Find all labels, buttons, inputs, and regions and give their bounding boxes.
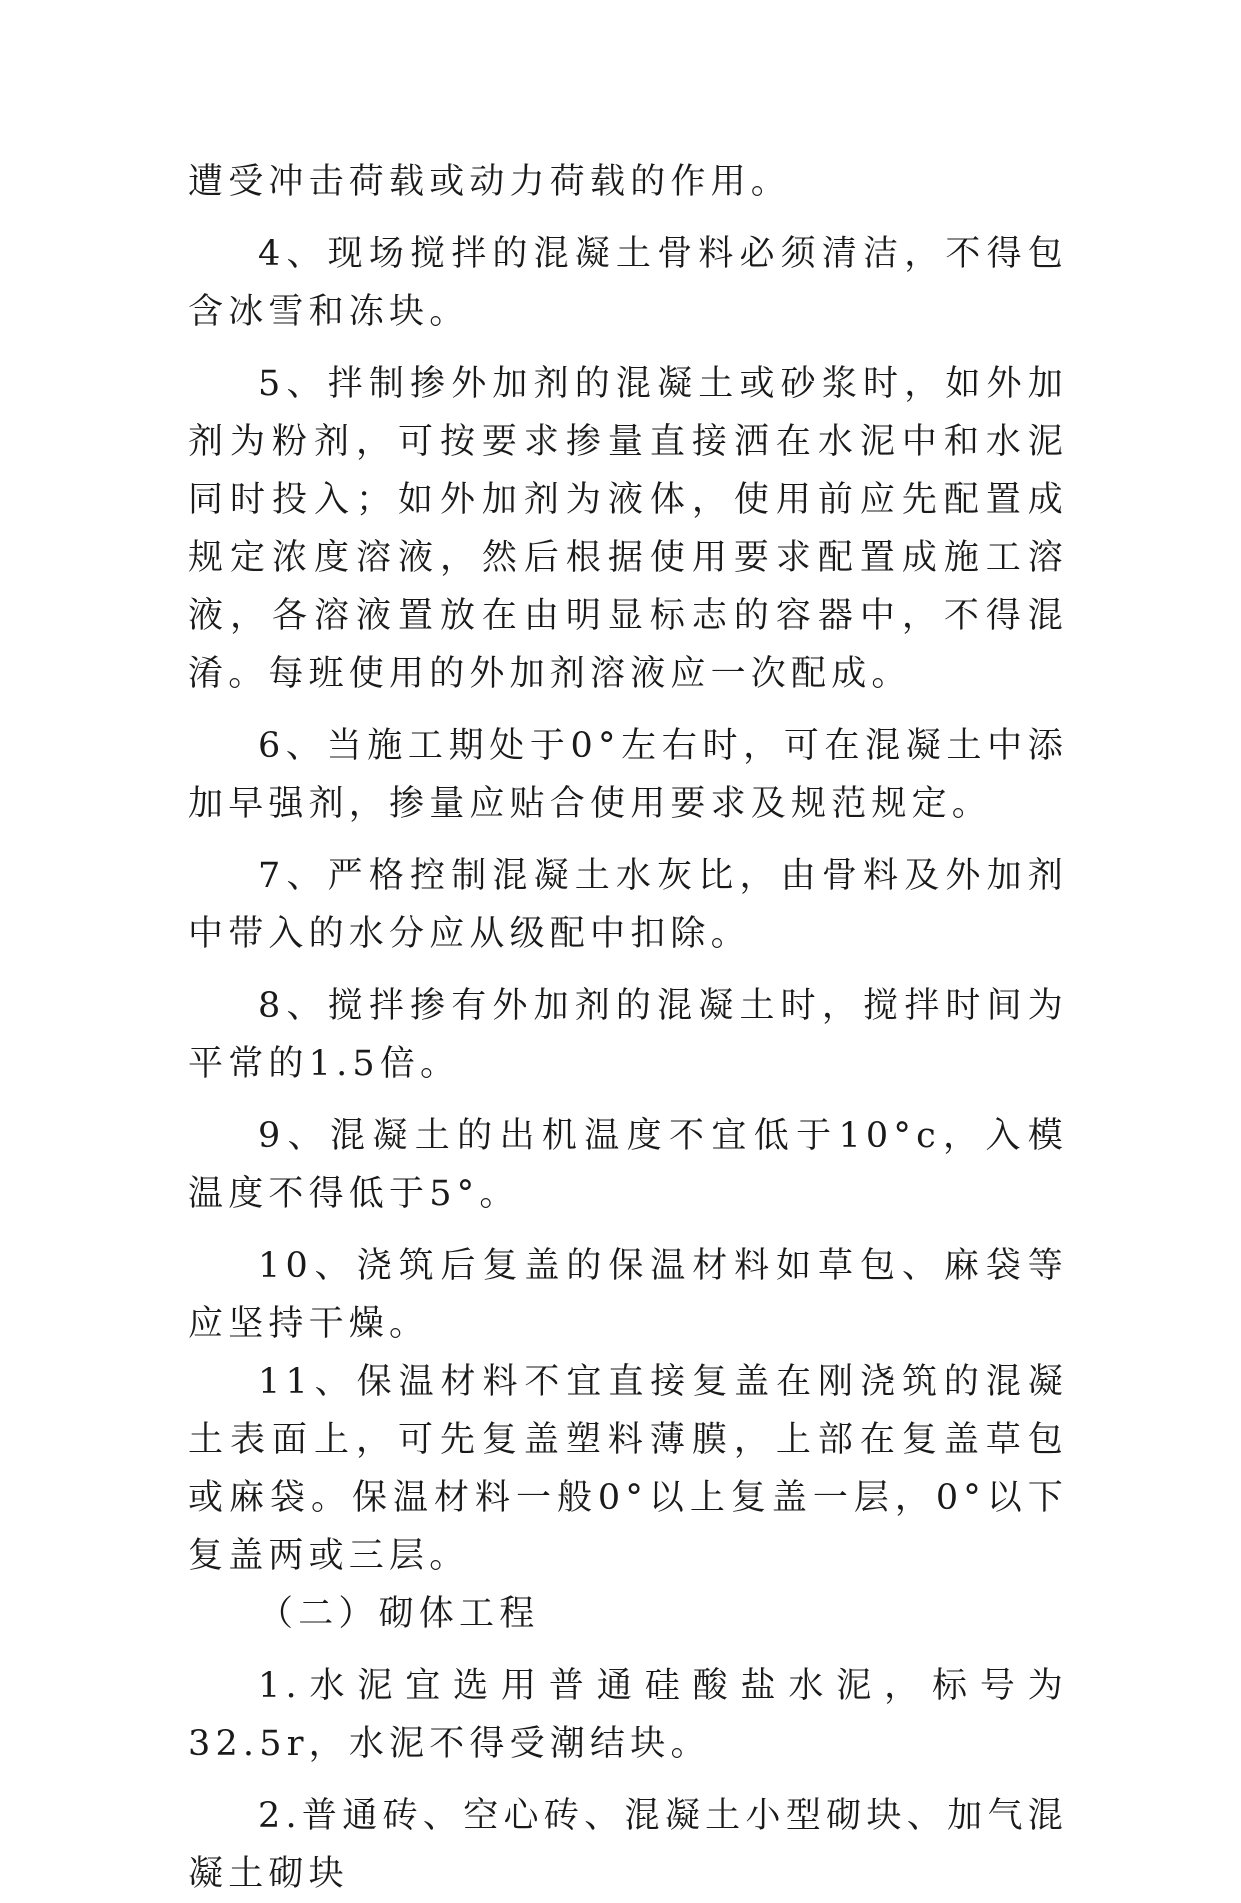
paragraph-item-5: 5、拌制掺外加剂的混凝土或砂浆时，如外加剂为粉剂，可按要求掺量直接洒在水泥中和水泥同时投入；如外加剂为液体，使用前应先配置成规定浓度溶液，然后根据使用要求配置成施工溶液，各溶液置放在由明显标志的容器中，不得混淆。每班使用的外加剂溶液应一次配成。	[188, 364, 1068, 694]
document-body	[188, 153, 1068, 1903]
paragraph-item-10: 10、浇筑后复盖的保温材料如草包、麻袋等应坚持干燥。	[188, 1246, 1068, 1344]
paragraph-item-4: 4、现场搅拌的混凝土骨料必须清洁，不得包含冰雪和冻块。	[188, 234, 1068, 332]
paragraph-item-9: 9、混凝土的出机温度不宜低于10°c，入模温度不得低于5°。	[188, 1116, 1068, 1214]
paragraph-item-8: 8、搅拌掺有外加剂的混凝土时，搅拌时间为平常的1.5倍。	[188, 986, 1068, 1084]
paragraph-continuation: 遭受冲击荷载或动力荷载的作用。	[188, 162, 792, 202]
section-heading-masonry: （二）砌体工程	[258, 1594, 540, 1634]
paragraph-masonry-1: 1.水泥宜选用普通硅酸盐水泥，标号为32.5r，水泥不得受潮结块。	[188, 1666, 1068, 1764]
paragraph-item-7: 7、严格控制混凝土水灰比，由骨料及外加剂中带入的水分应从级配中扣除。	[188, 856, 1068, 954]
paragraph-masonry-2: 2.普通砖、空心砖、混凝土小型砌块、加气混凝土砌块	[188, 1796, 1068, 1894]
paragraph-item-11: 11、保温材料不宜直接复盖在刚浇筑的混凝土表面上，可先复盖塑料薄膜，上部在复盖草包或麻袋。保温材料一般0°以上复盖一层，0°以下复盖两或三层。	[188, 1362, 1068, 1576]
paragraph-item-6: 6、当施工期处于0°左右时，可在混凝土中添加早强剂，掺量应贴合使用要求及规范规定。	[188, 726, 1068, 824]
